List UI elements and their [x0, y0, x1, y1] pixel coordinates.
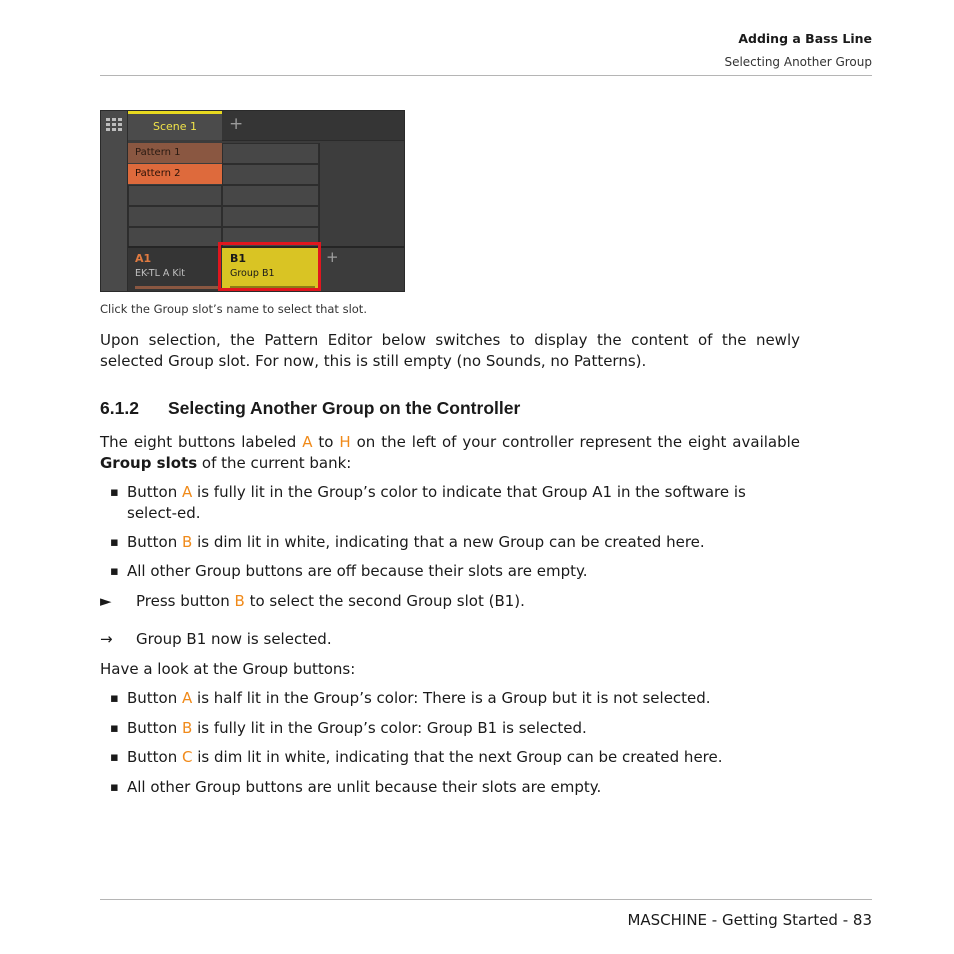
scene-tab-label: Scene 1	[152, 120, 198, 133]
add-scene-plus-icon[interactable]: +	[229, 114, 244, 134]
button-label-h: H	[339, 433, 351, 451]
scene-bar	[222, 111, 404, 141]
result-line: → Group B1 now is selected.	[100, 630, 332, 648]
list-item: ▪ Button A is fully lit in the Group’s color to indicate that Group A1 in the software is select-ed.	[110, 483, 746, 522]
empty-pattern-cell[interactable]	[128, 206, 222, 227]
paragraph-look: Have a look at the Group buttons:	[100, 660, 356, 678]
group-b1-label: Group B1	[230, 268, 275, 279]
left-strip	[101, 111, 128, 291]
empty-pattern-cell[interactable]	[222, 143, 319, 164]
empty-pattern-cell[interactable]	[222, 185, 319, 206]
running-header-subtitle: Selecting Another Group	[724, 55, 872, 69]
paragraph-group-buttons: The eight buttons labeled A to H on the left of your controller represent the eight available Group slots of the current bank:	[100, 433, 801, 472]
empty-pattern-cell[interactable]	[222, 206, 319, 227]
pattern-1-slot[interactable]: Pattern 1	[128, 143, 222, 163]
list-item: ▪ All other Group buttons are off because their slots are empty.	[110, 562, 588, 580]
empty-pattern-cell[interactable]	[128, 185, 222, 206]
section-number: 6.1.2	[100, 398, 139, 418]
list-item: ▪ Button C is dim lit in white, indicating that the next Group can be created here.	[110, 748, 723, 766]
page-footer: MASCHINE - Getting Started - 83	[627, 911, 872, 929]
instruction-step: ► Press button B to select the second Group slot (B1).	[100, 592, 525, 610]
add-group-plus-icon[interactable]: +	[326, 248, 339, 266]
result-arrow-icon: →	[100, 630, 113, 648]
group-a1-name[interactable]: A1	[135, 252, 152, 265]
group-slot-a1[interactable]	[128, 248, 222, 292]
scene-tab[interactable]	[128, 111, 222, 140]
highlight-box	[218, 242, 321, 291]
running-header-title: Adding a Bass Line	[738, 31, 872, 46]
group-a1-color-bar	[135, 286, 218, 289]
header-rule	[100, 75, 872, 76]
bold-term: Group slots	[100, 454, 198, 472]
group-b1-name[interactable]: B1	[230, 252, 247, 265]
list-item: ▪ All other Group buttons are unlit because their slots are empty.	[110, 778, 602, 796]
footer-rule	[100, 899, 872, 900]
section-heading	[100, 398, 520, 419]
list-item: ▪ Button B is fully lit in the Group’s color: Group B1 is selected.	[110, 719, 587, 737]
button-label-a: A	[302, 433, 313, 451]
arranger-screenshot	[100, 110, 405, 292]
group-a1-kit: EK-TL A Kit	[135, 268, 186, 279]
empty-pattern-cell[interactable]	[128, 227, 222, 247]
list-item: ▪ Button B is dim lit in white, indicating that a new Group can be created here.	[110, 533, 705, 551]
list-item: ▪ Button A is half lit in the Group’s color: There is a Group but it is not selected.	[110, 689, 711, 707]
arranger-empty-area	[319, 143, 404, 246]
intro-paragraph: Upon selection, the Pattern Editor below switches to display the content of the newly selected Group slot. For now, this is still empty (no Sounds, no Patterns).	[100, 331, 800, 370]
pattern-2-slot[interactable]: Pattern 2	[128, 164, 222, 184]
step-arrow-icon: ►	[100, 592, 112, 610]
grid-view-icon	[106, 118, 122, 131]
section-title: Selecting Another Group on the Controller	[168, 398, 521, 418]
empty-pattern-cell[interactable]	[222, 164, 319, 185]
figure-caption: Click the Group slot’s name to select that slot.	[100, 302, 367, 316]
